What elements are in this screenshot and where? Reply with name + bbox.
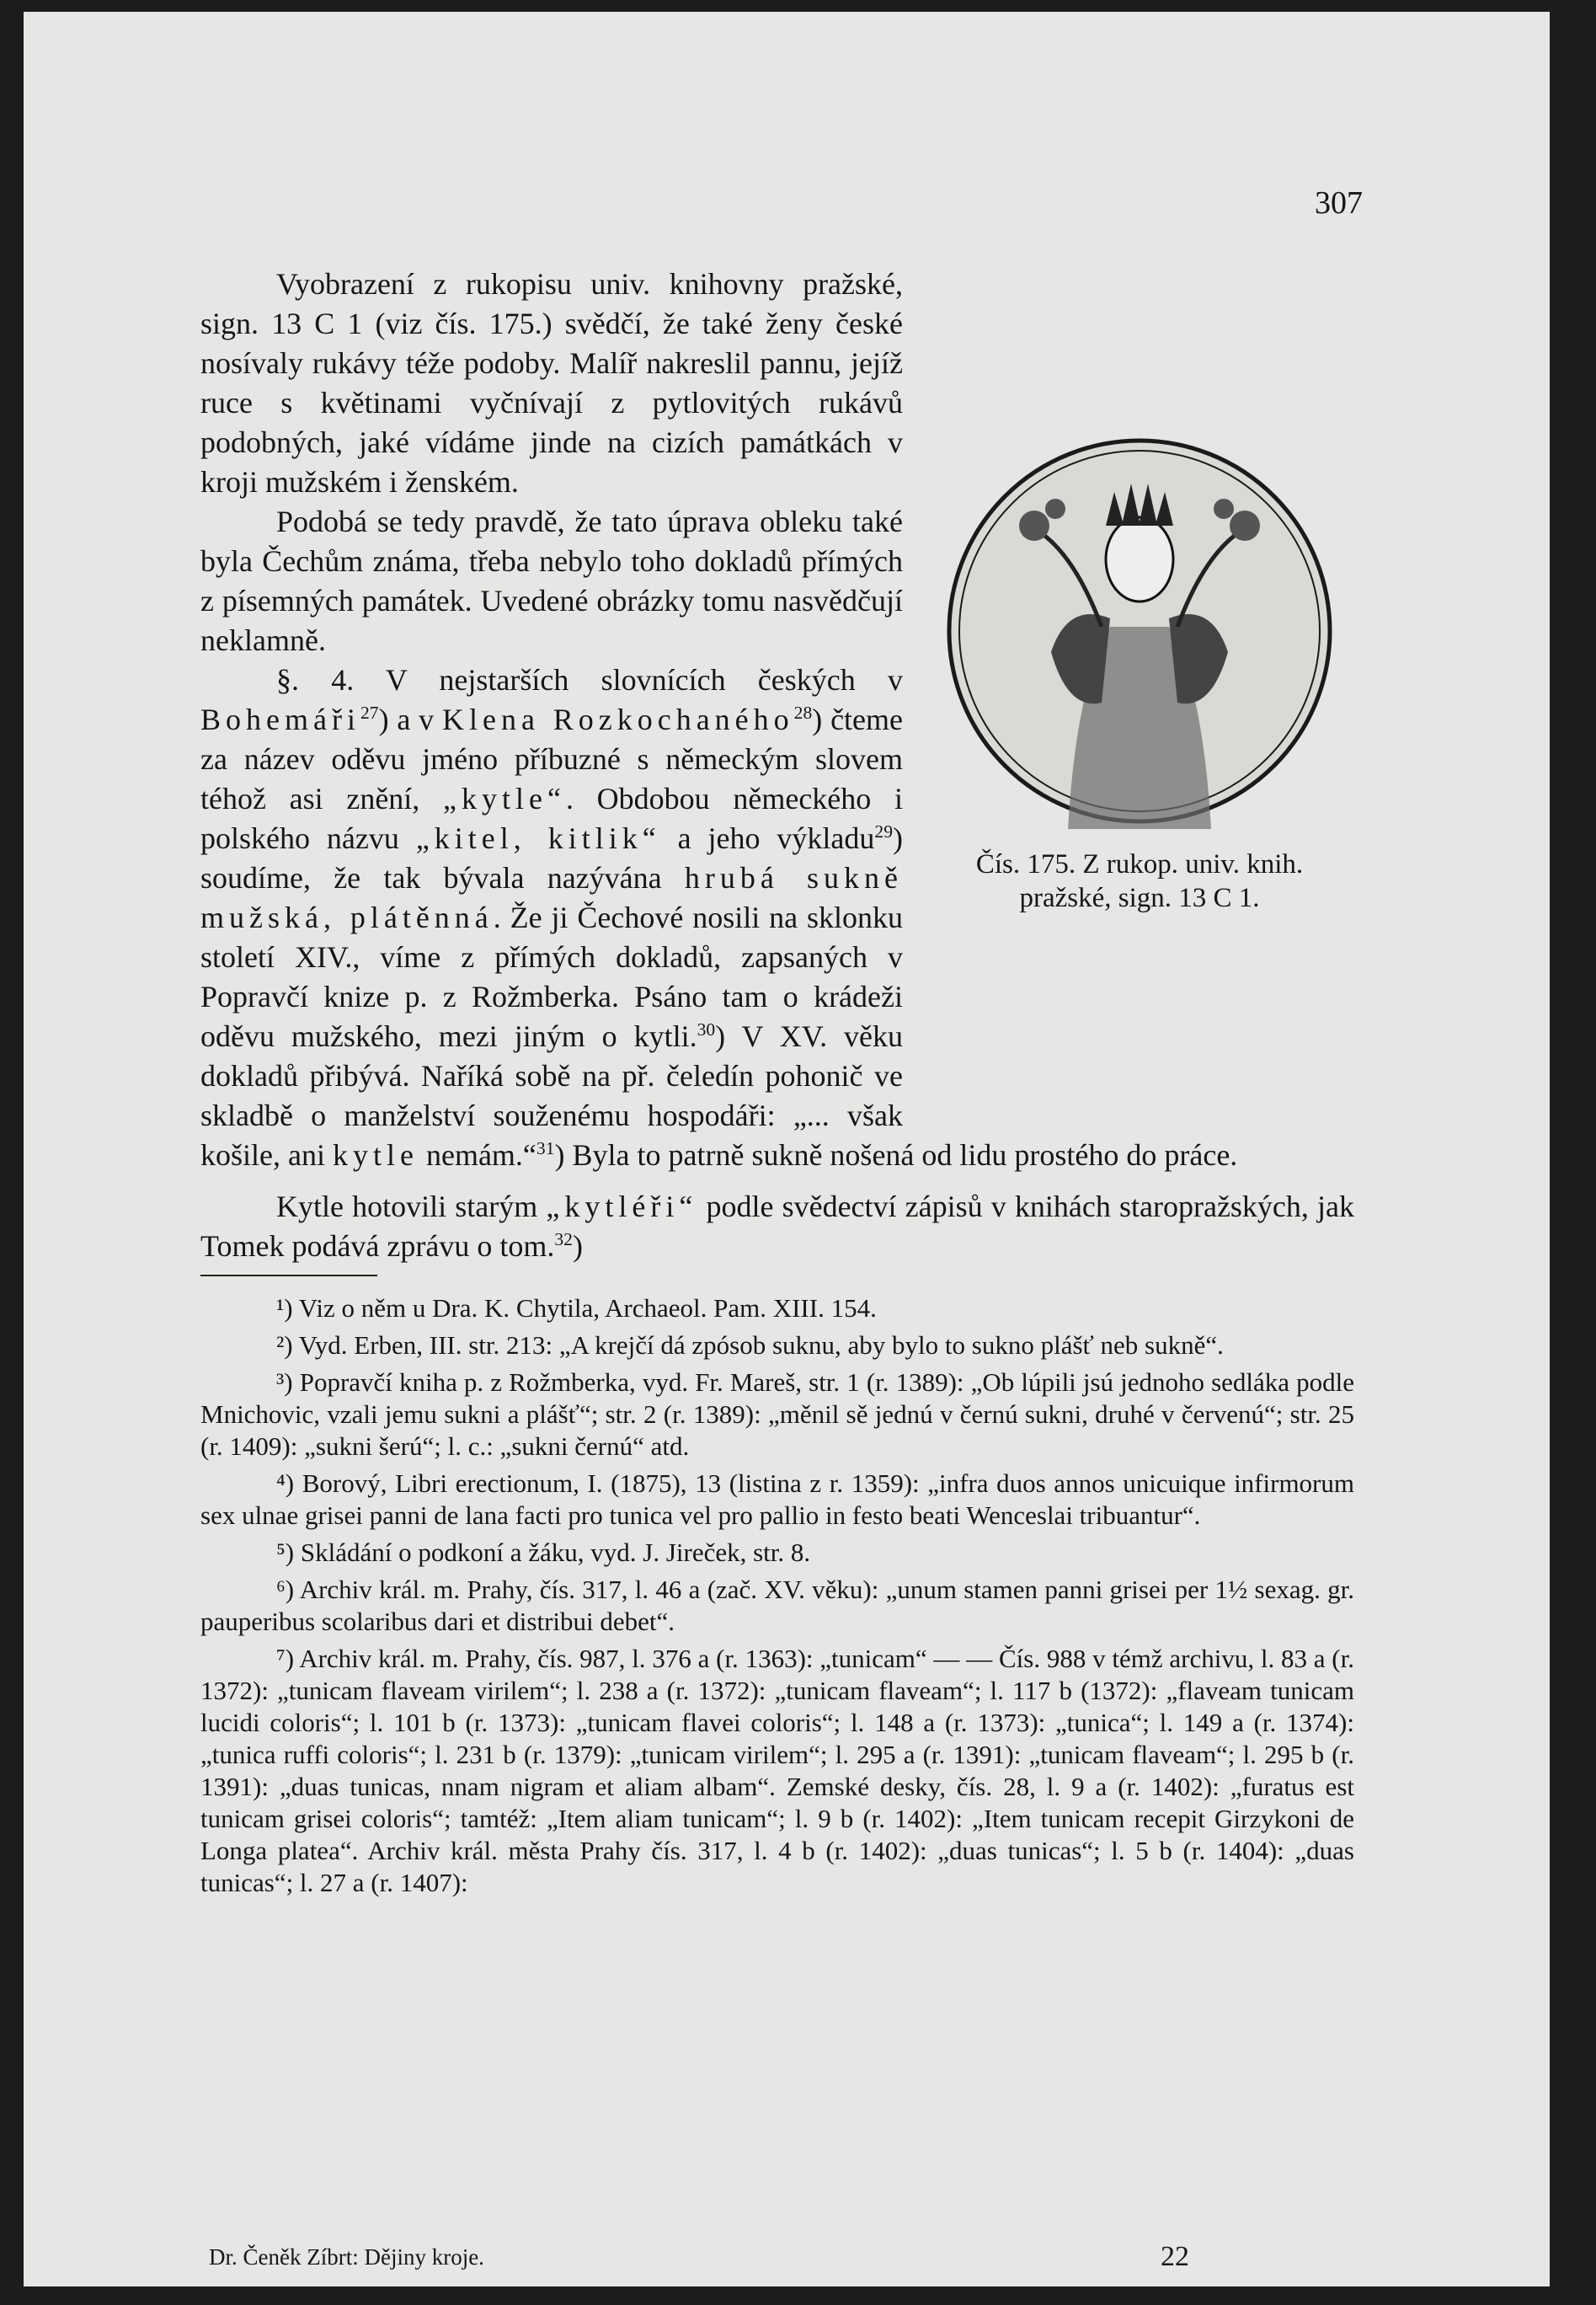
footnote: ⁴) Borový, Libri erectionum, I. (1875), 13 (listina z r. 1359): „infra duos annos unicuique infirmorum sex ulnae grisei panni de lana facti pro tunica vel pro pallio in festo beati Wenceslai tribuantur“. — [200, 1468, 1354, 1530]
footer-signature-number: 22 — [1161, 2241, 1189, 2272]
footnote-divider — [200, 1275, 377, 1276]
paragraph-section-4: §. 4. V nejstarších slovnících českých v Bohemáři$^{27}$) a v Klena Rozkochaného$^{28}$) čteme za název oděvu jméno příbuzné s německým slovem téhož asi znění, „kytle“. Obdobou německého i polského názvu „kitel, kitlik“ a jeho výkladu$^{29}$) soudíme, že tak bývala nazývána hrubá sukně mužská, plátěnná. Že ji Čechové nosili na sklonku století XIV., víme z přímých dokladů, zapsaných v Popravčí knize p. z Rožmberka. Psáno tam o krádeži oděvu mužského, mezi jiným o kytli.$^{30}$) V XV. věku dokladů přibývá. Naříká sobě na př. čeledín pohonič ve skladbě o manželství souženému hospodáři: „... však košile, ani kytle nemám.“$^{31}$) Byla to patrně sukně nošená od lidu prostého do práce. — [200, 663, 1238, 1172]
page-number: 307 — [1315, 185, 1363, 221]
footer-author-title: Dr. Čeněk Zíbrt: Dějiny kroje. — [209, 2244, 484, 2270]
paragraph-2: Podobá se tedy pravdě, že tato úprava obleku také byla Čechům známa, třeba nebylo toho dokladů přímých z písemných památek. Uvedené obrázky tomu nasvědčují neklamně. — [200, 505, 903, 657]
main-text — [200, 265, 1354, 1266]
footnotes — [200, 1292, 1354, 1904]
figure — [925, 433, 1354, 1107]
paragraph-5: Kytle hotovili starým „kytléři“ podle svědectví zápisů v knihách staropražských, jak Tomek podává zprávu o tom.$^{32}$) — [200, 1190, 1355, 1263]
footnote: ³) Popravčí kniha p. z Rožmberka, vyd. Fr. Mareš, str. 1 (r. 1389): „Ob lúpili jsú jednoho sedláka podle Mnichovic, vzali jemu sukni a plášť“; str. 2 (r. 1389): „měnil sě jednú v černú sukni, druhé v červenú“; str. 25 (r. 1409): „sukni šerú“; l. c.: „sukni černú“ atd. — [200, 1367, 1354, 1461]
footnote: ⁵) Skládání o podkoní a žáku, vyd. J. Jireček, str. 8. — [276, 1538, 811, 1567]
illustration-medallion — [942, 433, 1337, 829]
footnote: ⁶) Archiv král. m. Prahy, čís. 317, l. 46 a (zač. XV. věku): „unum stamen panni grisei per 1½ sexag. gr. pauperibus scolaribus dari et distribui debet“. — [200, 1575, 1354, 1636]
footnote: ¹) Viz o něm u Dra. K. Chytila, Archaeol. Pam. XIII. 154. — [276, 1293, 877, 1323]
footnote: ²) Vyd. Erben, III. str. 213: „A krejčí dá zpósob suknu, aby bylo to sukno plášť neb sukně“. — [276, 1330, 1224, 1360]
book-page — [24, 12, 1550, 2286]
figure-caption: Čís. 175. Z rukop. univ. knih. pražské, sign. 13 C 1. — [975, 849, 1304, 913]
footnote: ⁷) Archiv král. m. Prahy, čís. 987, l. 376 a (r. 1363): „tunicam“ — — Čís. 988 v témž archivu, l. 83 a (r. 1372): „tunicam flaveam virilem“; l. 238 a (r. 1372): „tunicam flaveam“; l. 117 b (1372): „flaveam tunicam lucidi coloris“; l. 101 b (r. 1373): „tunicam flavei coloris“; l. 148 a (r. 1373): „tunica“; l. 149 a (r. 1374): „tunica ruffi coloris“; l. 231 b (r. 1379): „tunicam virilem“; l. 295 a (r. 1391): „tunicam flaveam“; l. 295 b (r. 1391): „duas tunicas, nnam nigram et aliam albam“. Zemské desky, čís. 28, l. 9 a (r. 1402): „furatus est tunicam grisei coloris“; tamtéž: „Item aliam tunicam“; l. 9 b (r. 1402): „Item tunicam recepit Girzykoni de Longa platea“. Archiv král. města Prahy čís. 317, l. 4 b (r. 1402): „duas tunicas“; l. 5 b (r. 1404): „duas tunicas“; l. 27 a (r. 1407): — [200, 1644, 1354, 1897]
paragraph-1: Vyobrazení z rukopisu univ. knihovny pražské, sign. 13 C 1 (viz čís. 175.) svědčí, že také ženy české nosívaly rukávy téže podoby. Malíř nakreslil pannu, jejíž ruce s květinami vyčnívají z pytlovitých rukávů podobných, jaké vídáme jinde na cizích památkách v kroji mužském i ženském. — [200, 267, 903, 499]
